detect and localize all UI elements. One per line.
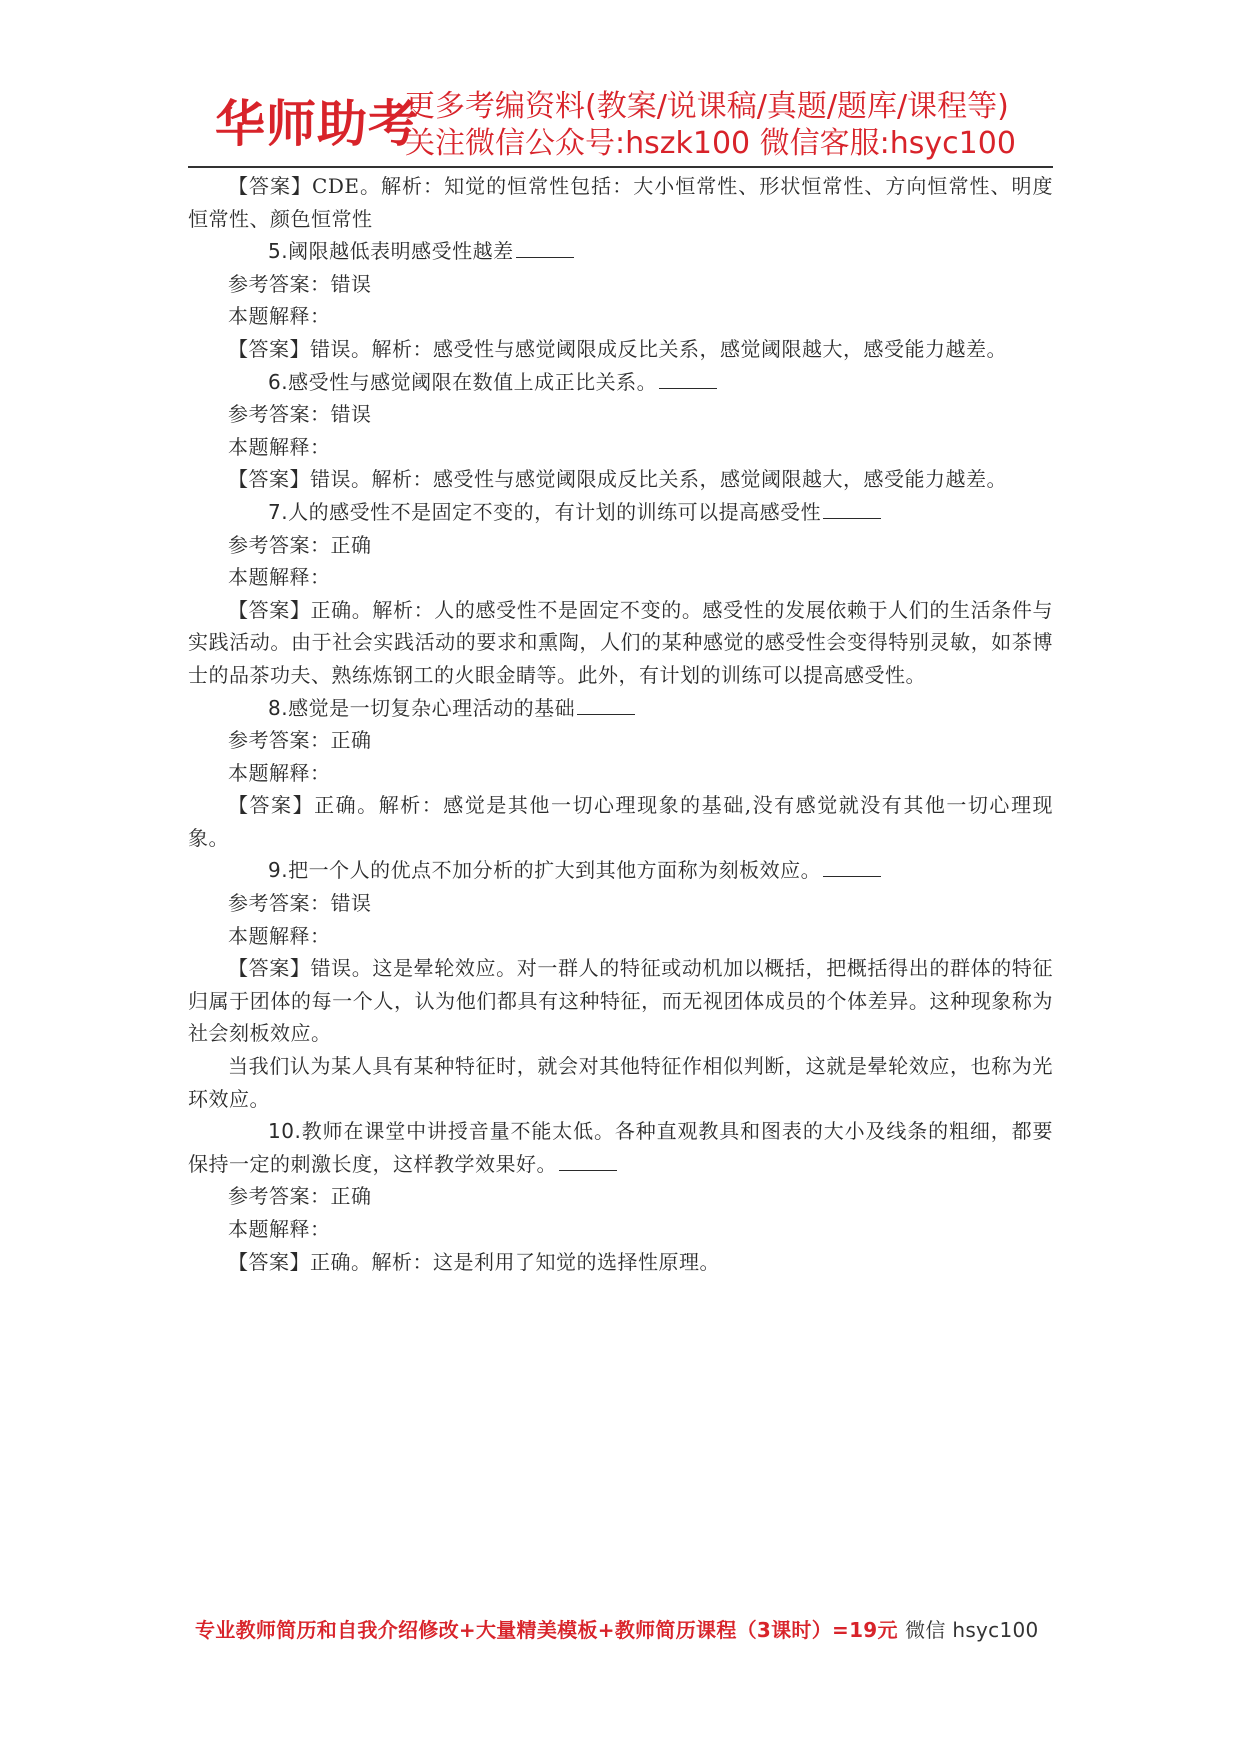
explanation-label: 本题解释： [228,304,331,329]
answer-blank [559,1150,617,1171]
footer-promo-text: 专业教师简历和自我介绍修改+大量精美模板+教师简历课程（3课时）=19元 [195,1618,898,1642]
brand-logo: 华师助考 [215,95,419,153]
reference-answer: 参考答案：错误 [228,891,372,916]
question [188,1115,1053,1180]
header-divider [188,166,1053,168]
question [188,692,1053,725]
question-list [188,235,1053,1278]
explanation-label: 本题解释： [228,760,331,785]
question [188,854,1053,887]
explanation-text: 【答案】错误。解析：感受性与感觉阈限成反比关系，感觉阈限越大，感受能力越差。 [228,467,1007,492]
question-number: 8. [268,695,289,720]
reference-answer: 参考答案：正确 [228,1184,372,1209]
question-number: 10. [268,1119,302,1144]
question-text: 阈限越低表明感受性越差 [288,239,514,264]
explanation-text: 【答案】错误。这是晕轮效应。对一群人的特征或动机加以概括，把概括得出的群体的特征归属于团体的每一个人，认为他们都具有这种特征，而无视团体成员的个体差异。这种现象称为社会刻板效应。 [188,956,1053,1046]
question [188,235,1053,268]
explanation-text: 【答案】正确。解析：感觉是其他一切心理现象的基础,没有感觉就没有其他一切心理现象。 [188,793,1053,850]
explanation-text: 【答案】正确。解析：人的感受性不是固定不变的。感受性的发展依赖于人们的生活条件与实践活动。由于社会实践活动的要求和熏陶，人们的某种感觉的感受性会变得特别灵敏，如茶博士的品茶功夫、熟练炼钢工的火眼金睛等。此外，有计划的训练可以提高感受性。 [188,597,1053,687]
reference-answer: 参考答案：错误 [228,402,372,427]
question-text: 感受性与感觉阈限在数值上成正比关系。 [288,369,658,394]
answer-blank [823,498,881,519]
explanation-text: 【答案】错误。解析：感受性与感觉阈限成反比关系，感觉阈限越大，感受能力越差。 [228,336,1007,361]
explanation-label: 本题解释： [228,434,331,459]
answer-blank [516,237,574,258]
question-text: 把一个人的优点不加分析的扩大到其他方面称为刻板效应。 [288,858,822,883]
question-number: 7. [268,499,289,524]
question-text: 人的感受性不是固定不变的，有计划的训练可以提高感受性 [288,499,822,524]
intro-answer: 【答案】CDE。解析：知觉的恒常性包括：大小恒常性、形状恒常性、方向恒常性、明度恒常性、颜色恒常性 [188,174,1053,231]
reference-answer: 参考答案：正确 [228,532,372,557]
explanation-text: 【答案】正确。解析：这是利用了知觉的选择性原理。 [228,1249,720,1274]
question-number: 5. [268,239,289,264]
promo-line-2: 关注微信公众号:hszk100 微信客服:hsyc100 [405,126,1016,161]
answer-blank [577,694,635,715]
header-promo [405,88,1016,162]
document-body [188,170,1053,1278]
reference-answer: 参考答案：正确 [228,728,372,753]
question-text: 教师在课堂中讲授音量不能太低。各种直观教具和图表的大小及线条的粗细，都要保持一定的刺激长度，这样教学效果好。 [188,1119,1053,1176]
explanation-label: 本题解释： [228,565,331,590]
header-banner [215,88,1035,168]
answer-blank [659,368,717,389]
promo-line-1: 更多考编资料(教案/说课稿/真题/题库/课程等) [405,89,1009,124]
question [188,366,1053,399]
question [188,496,1053,529]
explanation-label: 本题解释： [228,1217,331,1241]
explanation-label: 本题解释： [228,923,331,948]
answer-blank [823,856,881,877]
footer-promo [195,1614,1055,1643]
footer-contact: 微信 hsyc100 [905,1618,1039,1642]
question-number: 9. [268,858,289,883]
question-number: 6. [268,369,289,394]
question-text: 感觉是一切复杂心理活动的基础 [288,695,576,720]
explanation-text: 当我们认为某人具有某种特征时，就会对其他特征作相似判断，这就是晕轮效应，也称为光环效应。 [188,1054,1053,1111]
reference-answer: 参考答案：错误 [228,271,372,296]
